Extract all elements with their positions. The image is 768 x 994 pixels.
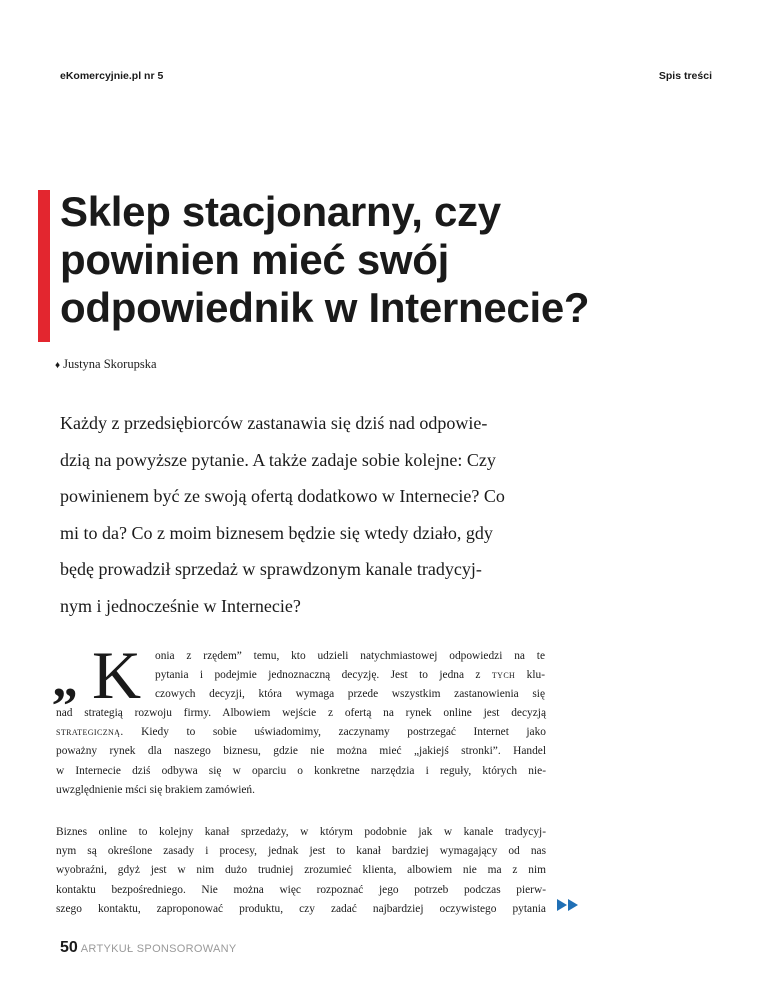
lead-line: nym i jednocześnie w Internecie?: [60, 595, 301, 616]
body-line: kontaktu bezpośredniego. Nie można więc rozpoznać jego potrzeb podczas pierw-: [56, 883, 546, 896]
page-footer: [60, 939, 237, 957]
body-line: nym są określone zasady i procesy, jednak jest to kanał bardziej wymagający od nas: [56, 845, 546, 858]
body-line: czowych decyzji, która wymaga przede wszystkim zastanowienia się: [155, 688, 545, 701]
lead-line: Każdy z przedsiębiorców zastanawia się dziś nad odpowie-: [60, 413, 488, 433]
title-line: powinien mieć swój: [60, 236, 450, 283]
body-line: pytania i podejmie jednoznaczną decyzję. Jest to jedna z tych klu-: [155, 669, 545, 682]
body-line: w Internecie dziś odbywa się w oparciu o konkretne narzędzia i reguły, których nie-: [56, 764, 546, 777]
emphasis-word: strategiczną.: [56, 726, 124, 739]
body-line: strategiczną. Kiedy to sobie uświadomimy, zaczynamy postrzegać Internet jako: [56, 726, 546, 739]
title-line: odpowiednik w Internecie?: [60, 284, 590, 331]
body-line: onia z rzędem” temu, kto udzieli natychmiastowej odpowiedzi na te: [155, 650, 545, 662]
lead-line: będę prowadził sprzedaż w sprawdzonym kanale tradycyj-: [60, 559, 482, 579]
body-line: nad strategią rozwoju firmy. Albowiem wejście z ofertą na rynek online jest decyzją: [56, 707, 546, 719]
title-accent-bar: [38, 190, 50, 342]
lead-line: powinienem być ze swoją ofertą dodatkowo w Internecie? Co: [60, 486, 505, 506]
lead-line: dzią na powyższe pytanie. A także zadaje sobie kolejne: Czy: [60, 449, 496, 470]
lead-paragraph: [60, 405, 560, 624]
body-line: Biznes online to kolejny kanał sprzedaży, w którym podobnie jak w kanale tradycyj-: [56, 826, 546, 838]
body-line: uwzględnienie mści się brakiem zamówień.: [56, 783, 255, 796]
body-line: szego kontaktu, zaproponować produktu, czy zadać najbardziej oczywistego pytania: [56, 902, 546, 915]
publication-label: eKomercyjnie.pl nr 5: [60, 70, 164, 82]
opening-quote-mark: „: [52, 651, 78, 708]
paragraph-1-continued: [56, 704, 546, 800]
title-line: Sklep stacjonarny, czy: [60, 188, 501, 235]
author-bullet-icon: ♦: [55, 360, 61, 371]
paragraph-1-beside-dropcap: [155, 647, 545, 705]
paragraph-2: [56, 823, 546, 919]
body-line: poważny rynek dla naszego biznesu, gdzie nie można mieć „jakiejś stronki”. Handel: [56, 745, 546, 758]
lead-line: mi to da? Co z moim biznesem będzie się wtedy działo, gdy: [60, 522, 493, 543]
article-title: [60, 188, 740, 332]
double-chevron-right-icon[interactable]: [557, 899, 579, 911]
body-line: wyobraźni, gdyż jest w nim dużo trudniej zrozumieć klienta, albowiem nie ma z nim: [56, 864, 546, 877]
section-label: ARTYKUŁ SPONSOROWANY: [80, 943, 237, 955]
drop-cap: K: [92, 637, 142, 713]
emphasis-word: tych: [491, 669, 516, 682]
page-number: 50: [60, 939, 78, 956]
toc-link[interactable]: Spis treści: [658, 70, 712, 82]
author-name: Justyna Skorupska: [63, 357, 157, 371]
author-byline: [55, 357, 157, 372]
